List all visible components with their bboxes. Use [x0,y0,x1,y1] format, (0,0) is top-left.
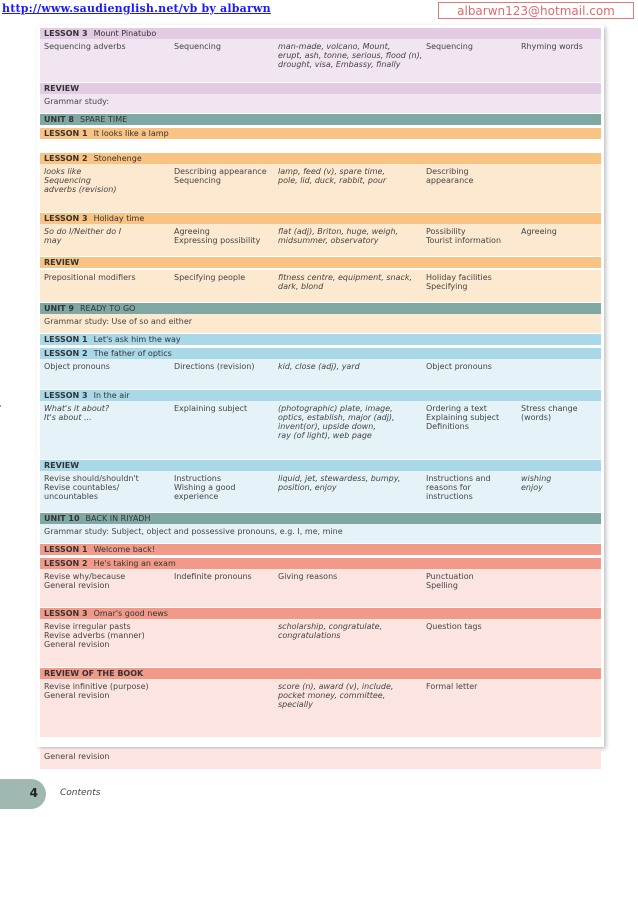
section-title: Let's ask him the way [93,335,181,344]
cell-text: Sequencing [174,176,221,185]
cell-text: Question tags [426,622,482,631]
cell-text: Explaining subject [174,404,248,413]
cell-text: Describing [426,167,469,176]
content-band [40,471,601,512]
cell-text: man-made, volcano, Mount, [278,42,391,51]
cell-text: Instructions [174,474,221,483]
section-header [40,213,601,224]
content-band [40,569,601,607]
cell-text: wishing [521,474,552,483]
cell-text: General revision [44,691,110,700]
cell-text: scholarship, congratulate, [278,622,383,631]
cell-text: looks like [44,167,82,176]
section-prefix: REVIEW [44,258,80,267]
section-prefix: LESSON 3 [44,391,88,400]
cell-text: Explaining subject [426,413,500,422]
section-prefix: UNIT 8 [44,115,74,124]
cell-text: Stress change [521,404,578,413]
cell-text: Revise infinitive (purpose) [44,682,149,691]
cell-text: kid, close (adj), yard [278,362,360,371]
cell-text: Agreeing [521,227,557,236]
section-prefix: UNIT 9 [44,304,74,313]
cell-text: Sequencing adverbs [44,42,126,51]
cell-text: Wishing a good [174,483,236,492]
cell-text: What's it about? [44,404,110,413]
cell-text: Spelling [426,581,458,590]
cell-text: Sequencing [174,42,221,51]
cell-text: position, enjoy [278,483,337,492]
cell-text: appearance [426,176,474,185]
cell-text: Punctuation [426,572,474,581]
watermark-url[interactable]: http://www.saudienglish.net/vb by albarwn [2,2,271,15]
footer-label: Contents [60,788,101,798]
section-header [40,348,601,359]
cell-text: It's about ... [44,413,92,422]
cell-text: Grammar study: Subject, object and possessive pronouns, e.g. I, me, mine [44,527,343,536]
cell-text: liquid, jet, stewardess, bumpy, [278,474,401,483]
section-title: In the air [93,391,130,400]
cell-text: Tourist information [426,236,502,245]
content-band [40,39,601,82]
content-band [40,401,601,459]
unit-header [40,303,601,314]
content-band [40,94,601,113]
cell-text: So do I/Neither do I [44,227,122,236]
content-band [40,314,601,333]
cell-text: Indefinite pronouns [174,572,252,581]
cell-text: pole, lid, duck, rabbit, pour [278,176,387,185]
cell-text: dark, blond [278,282,324,291]
section-title: Holiday time [93,214,145,223]
cell-text: Revise why/because [44,572,126,581]
content-band [40,679,601,737]
section-prefix: REVIEW [44,84,80,93]
cell-text: Object pronouns [44,362,110,371]
section-title: It looks like a lamp [93,129,169,138]
cell-text: General revision [44,752,110,761]
section-title: SPARE TIME [79,115,128,124]
cell-text: (words) [521,413,552,422]
section-prefix: LESSON 2 [44,349,88,358]
cell-text: Possibility [426,227,466,236]
section-title: He's taking an exam [93,559,176,568]
cell-text: Specifying people [174,273,246,282]
content-band [40,524,601,543]
section-header [40,153,601,164]
section-header [40,460,601,471]
content-band [40,619,601,667]
section-header [40,544,601,555]
cell-text: instructions [426,492,473,501]
section-header [40,608,601,619]
cell-text: Sequencing [426,42,473,51]
content-band [40,224,601,256]
cell-text: Instructions and [426,474,491,483]
section-header [40,334,601,345]
cell-text: Revise countables/ [44,483,120,492]
section-header [40,257,601,268]
section-prefix: LESSON 1 [44,545,88,554]
watermark-email: albarwn123@hotmail.com [438,2,634,19]
page-number-tab [0,779,46,809]
cell-text: adverbs (revision) [44,185,117,194]
cell-text: General revision [44,581,110,590]
section-prefix: REVIEW [44,461,80,470]
unit-header [40,114,601,125]
cell-text: Giving reasons [278,572,338,581]
cell-text: ray (of light), web page [278,431,372,440]
cell-text: uncountables [44,492,99,501]
section-title: The father of optics [93,349,172,358]
content-band [40,164,601,212]
cell-text: congratulations [278,631,341,640]
content-band [40,270,601,302]
cell-text: flat (adj), Briton, huge, weigh, [278,227,399,236]
cell-text: specially [278,700,313,709]
section-prefix: UNIT 10 [44,514,80,523]
cell-text: optics, establish, major (adj), [278,413,395,422]
unit-header [40,513,601,524]
contents-table [37,25,604,761]
cell-text: Formal letter [426,682,478,691]
cell-text: Ordering a text [426,404,487,413]
content-band [40,749,601,769]
page-edge-mark [0,405,1,407]
section-title: Stonehenge [93,154,142,163]
section-header [40,390,601,401]
cell-text: fitness centre, equipment, snack, [278,273,413,282]
section-prefix: LESSON 2 [44,559,88,568]
section-prefix: LESSON 3 [44,609,88,618]
cell-text: Holiday facilities [426,273,492,282]
section-prefix: LESSON 3 [44,214,88,223]
cell-text: Sequencing [44,176,91,185]
section-prefix: LESSON 1 [44,129,88,138]
cell-text: (photographic) plate, image, [278,404,393,413]
section-header [40,28,601,39]
section-title: READY TO GO [79,304,136,313]
cell-text: Revise irregular pasts [44,622,131,631]
section-header [40,558,601,569]
cell-text: experience [174,492,219,501]
section-title: Welcome back! [93,545,155,554]
cell-text: Definitions [426,422,469,431]
cell-text: drought, visa, Embassy, finally [278,60,401,69]
cell-text: pocket money, committee, [278,691,386,700]
section-header [40,83,601,94]
cell-text: Prepositional modifiers [44,273,136,282]
cell-text: Agreeing [174,227,210,236]
cell-text: Specifying [426,282,468,291]
section-prefix: LESSON 1 [44,335,88,344]
section-prefix: LESSON 2 [44,154,88,163]
cell-text: Object pronouns [426,362,492,371]
section-prefix: LESSON 3 [44,29,88,38]
cell-text: may [44,236,62,245]
cell-text: Rhyming words [521,42,583,51]
cell-text: lamp, feed (v), spare time, [278,167,385,176]
cell-text: Expressing possibility [174,236,261,245]
cell-text: erupt, ash, tonne, serious, flood (n), [278,51,423,60]
section-header [40,128,601,139]
section-title: Omar's good news [93,609,168,618]
page-number: 4 [29,786,38,800]
content-band [40,359,601,389]
cell-text: Grammar study: Use of so and either [44,317,193,326]
cell-text: Describing appearance [174,167,267,176]
cell-text: enjoy [521,483,543,492]
cell-text: Grammar study: [44,97,110,106]
cell-text: Revise should/shouldn't [44,474,139,483]
section-header [40,668,601,679]
cell-text: invent(or), upside down, [278,422,376,431]
section-title: Mount Pinatubo [93,29,157,38]
cell-text: score (n), award (v), include, [278,682,394,691]
cell-text: midsummer, observatory [278,236,379,245]
section-title: BACK IN RIYADH [85,514,151,523]
cell-text: reasons for [426,483,471,492]
cell-text: General revision [44,640,110,649]
cell-text: Directions (revision) [174,362,255,371]
section-prefix: REVIEW OF THE BOOK [44,669,144,678]
cell-text: Revise adverbs (manner) [44,631,145,640]
